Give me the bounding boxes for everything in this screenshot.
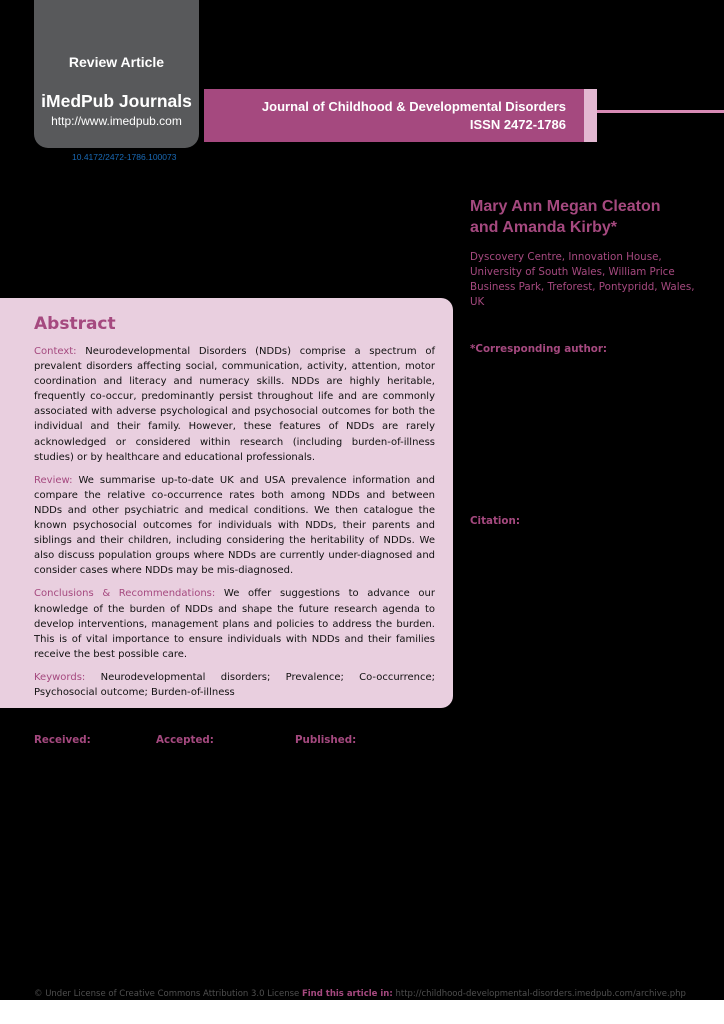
affiliation-line: University of South Wales, William Price — [470, 266, 675, 278]
abstract-section-context — [34, 344, 435, 465]
authors — [470, 196, 715, 238]
journal-issn: ISSN 2472-1786 — [469, 117, 566, 132]
accepted-label: Accepted: — [156, 734, 214, 746]
article-type: Review Article — [68, 54, 165, 70]
citation-label: Citation: — [470, 515, 520, 527]
section-text: Neurodevelopmental Disorders (NDDs) comprise a spectrum of prevalent disorders affecting social, communication, activity, attention, motor coordination and literacy and numeracy skills. NDDs are highly heritable, frequently co-occur, predominantly persist throughout life and are commonly associated with adverse psychological and psychosocial outcomes for both the individual and their family. However, these features of NDDs are rarely acknowledged or considered within research (including burden-of-illness studies) or by healthcare and educational professionals. — [34, 346, 435, 463]
license-text: © Under License of Creative Commons Attribution 3.0 License — [34, 989, 300, 999]
footer — [34, 989, 686, 999]
section-text: We summarise up-to-date UK and USA prevalence information and compare the relative co-occurrence rates both among NDDs and between NDDs and other psychiatric and medical conditions. We then catalogue the known psychosocial outcomes for individuals with NDDs, their parents and siblings and their children, including considering the heritability of NDDs. We also discuss population groups where NDDs are currently under-diagnosed and consider cases where NDDs may be mis-diagnosed. — [34, 474, 435, 577]
affiliation-line: UK — [470, 296, 485, 308]
abstract-section-review — [34, 473, 435, 579]
abstract-section-conclusions — [34, 586, 435, 661]
corresponding-author-label: *Corresponding author: — [470, 343, 608, 355]
journal-banner — [204, 89, 584, 142]
received-label: Received: — [34, 734, 91, 746]
banner-end-block — [584, 89, 597, 142]
abstract-section-keywords — [34, 670, 435, 700]
affiliation-line: Business Park, Treforest, Pontypridd, Wales, — [470, 281, 695, 293]
publisher-tab — [34, 0, 199, 148]
section-label: Conclusions & Recommendations: — [34, 588, 216, 600]
page-bottom-strip — [0, 1000, 724, 1024]
abstract-body — [34, 344, 435, 708]
doi-link[interactable]: 10.4172/2472-1786.100073 — [72, 152, 177, 162]
affiliation-line: Dyscovery Centre, Innovation House, — [470, 251, 662, 263]
publisher-url[interactable]: http://www.imedpub.com — [51, 114, 182, 128]
author-line: Mary Ann Megan Cleaton — [470, 198, 661, 215]
find-article-label: Find this article in: — [301, 989, 393, 999]
abstract-title: Abstract — [34, 314, 116, 334]
affiliation — [470, 250, 715, 310]
section-label: Context: — [34, 346, 77, 357]
published-label: Published: — [295, 734, 357, 746]
author-line: and Amanda Kirby* — [470, 219, 617, 236]
journal-name: Journal of Childhood & Developmental Disorders — [261, 99, 566, 114]
publisher-brand: iMedPub Journals — [41, 91, 192, 111]
section-text: Neurodevelopmental disorders; Prevalence; Co-occurrence; Psychosocial outcome; Burden-of-illness — [34, 671, 435, 698]
section-text: We offer suggestions to advance our knowledge of the burden of NDDs and shape the future research agenda to develop interventions, management plans and policies to address the burden. This is of vital importance to ensure individuals with NDDs and their families receive the best possible care. — [34, 588, 435, 660]
archive-link[interactable]: http://childhood-developmental-disorders.imedpub.com/archive.php — [395, 989, 686, 999]
banner-rule — [597, 110, 724, 113]
section-label: Review: — [34, 474, 73, 486]
section-label: Keywords: — [34, 671, 86, 683]
